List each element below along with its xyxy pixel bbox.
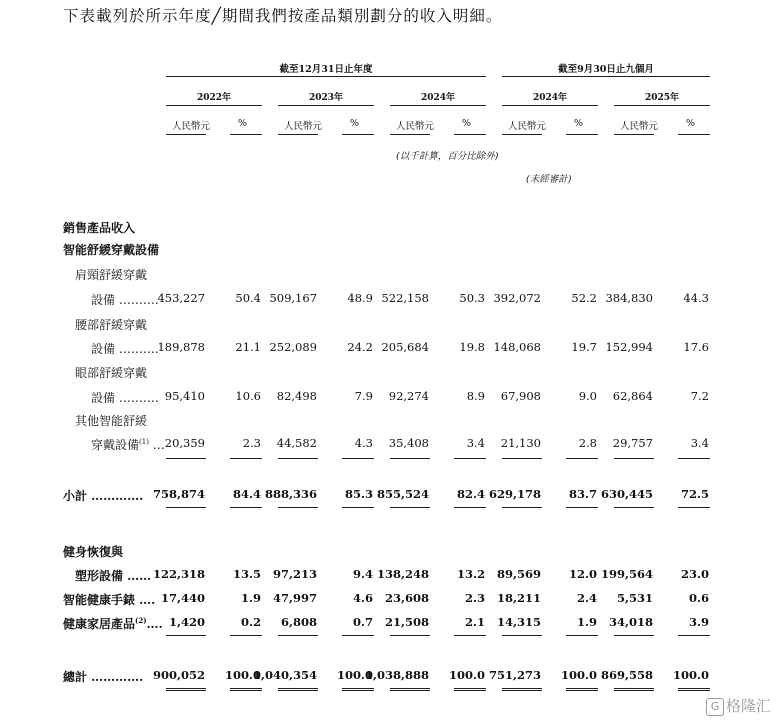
cell: 100.0 [672,668,709,682]
column-rule [166,134,206,135]
sum-rule [614,635,654,636]
cell: 21,130 [500,436,541,450]
column-pct: % [574,118,584,129]
year-header: 2022年 [196,93,232,103]
sum-rule [230,458,262,459]
cell: 100.0 [224,668,261,682]
cell: 44.3 [683,291,709,305]
cell: 50.3 [459,291,485,305]
year-rule [390,105,486,106]
table-row [0,567,779,583]
column-rule [678,134,710,135]
cell: 89,569 [496,567,541,581]
cell: 52.2 [571,291,597,305]
column-rule [230,134,262,135]
year-rule [166,105,262,106]
cell: 13.2 [456,567,485,581]
cell: 12.0 [568,567,597,581]
cell: 82.4 [456,487,485,501]
cell: 630,445 [600,487,653,501]
sum-rule [278,635,318,636]
cell: 3.9 [688,615,709,629]
cell: 47,997 [272,591,317,605]
section-fitness: 健身恢復與 [63,545,124,559]
cell: 18,211 [496,591,541,605]
cell: 100.0 [560,668,597,682]
section-sales: 銷售產品收入 [63,221,136,235]
year-rule [614,105,710,106]
row-label: 其他智能舒緩 [75,414,148,428]
column-rule [454,134,486,135]
cell: 7.9 [354,389,373,403]
sum-rule [614,507,654,508]
cell: 2.3 [242,436,261,450]
cell: 3.4 [690,436,709,450]
cell: 148,068 [493,340,541,354]
cell: 122,318 [152,567,205,581]
sum-rule [278,507,318,508]
intro-text: 下表載列於所示年度╱期間我們按產品類別劃分的收入明細。 [63,7,503,25]
cell: 758,874 [152,487,205,501]
total-rule [614,688,654,691]
cell: 2.1 [464,615,485,629]
cell: 629,178 [488,487,541,501]
unaudited-note: (未經審計) [526,174,572,185]
total-rule [166,688,206,691]
cell: 8.9 [466,389,485,403]
sum-rule [166,458,206,459]
cell: 888,336 [264,487,317,501]
cell: 6,808 [280,615,317,629]
cell: 3.4 [466,436,485,450]
sum-rule [566,507,598,508]
cell: 0.7 [352,615,373,629]
sum-rule [390,458,430,459]
total-rule [502,688,542,691]
column-pct: % [686,118,696,129]
column-pct: % [238,118,248,129]
unit-note: (以千計算，百分比除外) [396,151,499,162]
cell: 509,167 [269,291,317,305]
sum-rule [502,507,542,508]
column-rule [278,134,318,135]
column-rule [342,134,374,135]
cell: 869,558 [600,668,653,682]
cell: 34,018 [608,615,653,629]
cell: 205,684 [381,340,429,354]
sum-rule [278,458,318,459]
cell: 82,498 [276,389,317,403]
column-rule [614,134,654,135]
row-label: 肩頸舒緩穿戴 [75,268,148,282]
cell: 1.9 [576,615,597,629]
cell: 751,273 [488,668,541,682]
column-rmb: 人民幣元 [284,121,323,132]
row-label: 穿戴設備$^{(1)}$ … [91,438,165,452]
cell: 7.2 [690,389,709,403]
cell: 100.0 [448,668,485,682]
cell: 35,408 [388,436,429,450]
table-row-subtotal [0,487,779,503]
sum-rule [566,458,598,459]
sum-rule [166,507,206,508]
sum-rule [166,635,206,636]
watermark-logo-icon: G [706,698,724,716]
cell: 4.3 [354,436,373,450]
row-label: 小計 …………. [63,489,144,503]
total-rule [278,688,318,691]
cell: 20,359 [164,436,205,450]
cell: 0.6 [688,591,709,605]
cell: 44,582 [276,436,317,450]
row-label: 腰部舒緩穿戴 [75,318,148,332]
sum-rule [230,507,262,508]
column-rmb: 人民幣元 [508,121,547,132]
sum-rule [342,458,374,459]
year-rule [278,105,374,106]
cell: 1,038,888 [364,668,429,682]
cell: 1.9 [240,591,261,605]
row-label: 總計 …………. [63,670,144,684]
total-rule [454,688,486,691]
year-header: 2024年 [420,93,456,103]
table-row [0,389,779,405]
cell: 97,213 [272,567,317,581]
cell: 17,440 [160,591,205,605]
total-rule [230,688,262,691]
table-row [0,591,779,607]
header-group-rule [166,76,486,77]
cell: 2.4 [576,591,597,605]
table-row [0,615,779,631]
column-rmb: 人民幣元 [396,121,435,132]
cell: 100.0 [336,668,373,682]
sum-rule [230,635,262,636]
column-rule [566,134,598,135]
sum-rule [342,635,374,636]
column-rmb: 人民幣元 [172,121,211,132]
cell: 92,274 [388,389,429,403]
sum-rule [678,507,710,508]
cell: 19.8 [459,340,485,354]
row-label: 智能健康手錶 …. [63,593,156,607]
cell: 29,757 [612,436,653,450]
cell: 855,524 [376,487,429,501]
cell: 85.3 [344,487,373,501]
cell: 9.0 [578,389,597,403]
cell: 2.3 [464,591,485,605]
cell: 21,508 [384,615,429,629]
cell: 152,994 [605,340,653,354]
cell: 50.4 [235,291,261,305]
cell: 14,315 [496,615,541,629]
cell: 522,158 [381,291,429,305]
row-label: 健康家居產品$^{(2)}$…. [63,616,163,631]
row-label: 設備 ………. [91,391,159,405]
sum-rule [678,635,710,636]
year-header: 2023年 [308,93,344,103]
sum-rule [502,458,542,459]
cell: 84.4 [232,487,261,501]
cell: 17.6 [683,340,709,354]
column-pct: % [462,118,472,129]
sum-rule [454,635,486,636]
sum-rule [502,635,542,636]
cell: 72.5 [680,487,709,501]
cell: 4.6 [352,591,373,605]
row-label: 設備 ………. [91,293,159,307]
sum-rule [614,458,654,459]
cell: 62,864 [612,389,653,403]
table-row [0,291,779,307]
cell: 21.1 [235,340,261,354]
column-rule [502,134,542,135]
year-header: 2025年 [644,93,680,103]
cell: 10.6 [235,389,261,403]
cell: 1,040,354 [252,668,317,682]
cell: 0.2 [240,615,261,629]
cell: 9.4 [352,567,373,581]
table-row [0,340,779,356]
column-rmb: 人民幣元 [620,121,659,132]
watermark-text: 格隆汇 [725,697,771,715]
section-smart-wearables: 智能舒緩穿戴設備 [63,243,160,257]
column-rule [390,134,430,135]
cell: 384,830 [605,291,653,305]
row-label: 眼部舒緩穿戴 [75,366,148,380]
cell: 1,420 [168,615,205,629]
sum-rule [454,507,486,508]
sum-rule [342,507,374,508]
sum-rule [454,458,486,459]
year-header: 2024年 [532,93,568,103]
sum-rule [566,635,598,636]
cell: 48.9 [347,291,373,305]
total-rule [390,688,430,691]
cell: 453,227 [157,291,205,305]
year-rule [502,105,598,106]
cell: 23,608 [384,591,429,605]
row-label: 塑形設備 …… [75,569,152,583]
total-rule [342,688,374,691]
sum-rule [390,507,430,508]
table-row [0,436,779,452]
header-group-nine-months: 截至9月30日止九個月 [558,64,654,75]
row-label: 設備 ………. [91,342,159,356]
header-group-year: 截至12月31日止年度 [279,64,373,75]
cell: 189,878 [157,340,205,354]
cell: 19.7 [571,340,597,354]
cell: 95,410 [164,389,205,403]
cell: 23.0 [680,567,709,581]
sum-rule [390,635,430,636]
cell: 2.8 [578,436,597,450]
total-rule [566,688,598,691]
watermark [706,695,771,716]
cell: 199,564 [600,567,653,581]
total-rule [678,688,710,691]
cell: 392,072 [493,291,541,305]
cell: 138,248 [376,567,429,581]
cell: 900,052 [152,668,205,682]
cell: 67,908 [500,389,541,403]
cell: 13.5 [232,567,261,581]
cell: 24.2 [347,340,373,354]
cell: 252,089 [269,340,317,354]
cell: 83.7 [568,487,597,501]
cell: 5,531 [616,591,653,605]
table-row-total [0,668,779,684]
column-pct: % [350,118,360,129]
sum-rule [678,458,710,459]
header-group-rule [502,76,710,77]
